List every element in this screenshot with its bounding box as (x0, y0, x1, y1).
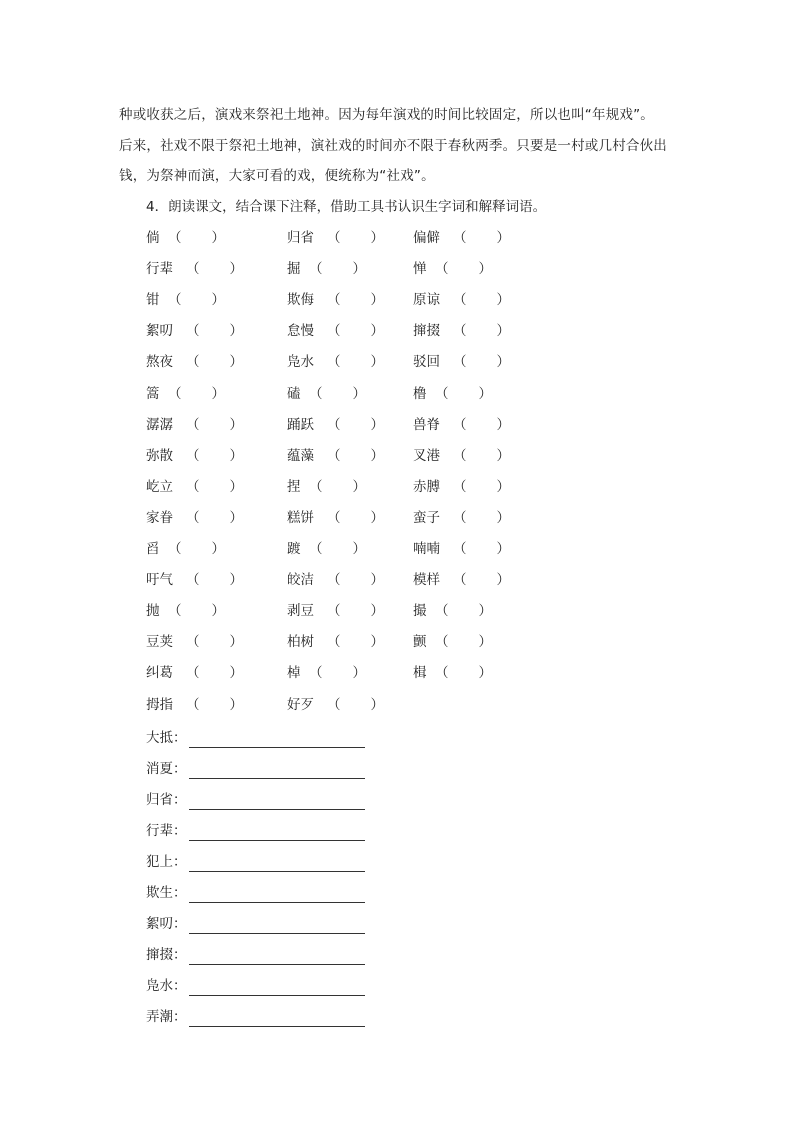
vocab-row (0, 321, 794, 341)
pinyin-blank-open: （ (453, 230, 467, 246)
pinyin-blank-close: ） (229, 572, 243, 589)
vocab-word: 撮 (413, 603, 427, 620)
vocab-word: 撺掇 (413, 323, 440, 340)
pinyin-blank-open: （ (453, 292, 467, 309)
pinyin-blank-open: （ (435, 634, 449, 651)
vocab-word: 糕饼 (287, 509, 314, 526)
vocab-row (0, 228, 794, 248)
vocab-item (413, 539, 510, 559)
pinyin-blank-open: （ (186, 261, 200, 278)
vocab-item (287, 601, 384, 621)
pinyin-blank-open: （ (435, 385, 449, 402)
vocab-item (146, 228, 225, 248)
vocab-word: 熬夜 (146, 354, 173, 371)
definition-row (146, 883, 386, 905)
pinyin-blank-close: ） (211, 230, 225, 246)
definition-answer-line[interactable] (189, 964, 365, 965)
vocab-word: 絮叨 (146, 323, 173, 340)
vocab-word: 蕴藻 (287, 447, 314, 464)
pinyin-blank-close: ） (229, 665, 243, 682)
pinyin-blank-close: ） (496, 478, 510, 495)
pinyin-blank-open: （ (327, 603, 341, 620)
pinyin-blank-close: ） (370, 354, 384, 371)
vocab-item (413, 259, 492, 279)
definition-answer-line[interactable] (189, 747, 365, 748)
pinyin-blank-open: （ (453, 572, 467, 589)
vocab-item (146, 539, 225, 559)
vocab-word: 偏僻 (413, 230, 440, 246)
pinyin-blank-open: （ (327, 230, 341, 246)
definition-answer-line[interactable] (189, 871, 365, 872)
definition-row (146, 945, 386, 967)
vocab-item (146, 632, 243, 652)
vocab-item (413, 290, 510, 310)
pinyin-blank-open: （ (327, 696, 341, 713)
vocab-word: 原谅 (413, 292, 440, 309)
definition-answer-line[interactable] (189, 840, 365, 841)
vocab-item (146, 446, 243, 466)
vocab-word: 叉港 (413, 447, 440, 464)
pinyin-blank-close: ） (496, 416, 510, 433)
definition-term: 撺掇： (146, 947, 187, 963)
vocab-item (287, 663, 366, 683)
pinyin-blank-close: ） (370, 696, 384, 713)
vocab-item (413, 446, 510, 466)
pinyin-blank-close: ） (496, 292, 510, 309)
vocab-item (287, 695, 384, 715)
pinyin-blank-close: ） (370, 292, 384, 309)
pinyin-blank-open: （ (168, 541, 182, 557)
vocab-item (287, 446, 384, 466)
pinyin-blank-open: （ (327, 447, 341, 464)
vocab-item (413, 321, 510, 341)
vocab-word: 模样 (413, 572, 440, 589)
passage-line: 种或收获之后，演戏来祭祀土地神。因为每年演戏的时间比较固定，所以也叫“年规戏”。 (119, 107, 654, 123)
definition-row (146, 728, 386, 750)
pinyin-blank-open: （ (435, 665, 449, 682)
vocab-row (0, 446, 794, 466)
pinyin-blank-close: ） (478, 634, 492, 651)
pinyin-blank-close: ） (370, 323, 384, 340)
definition-answer-line[interactable] (189, 1026, 365, 1027)
vocab-word: 欺侮 (287, 292, 314, 309)
vocab-item (287, 508, 384, 528)
vocab-row (0, 695, 794, 715)
definition-row (146, 790, 386, 812)
vocab-word: 归省 (287, 230, 314, 246)
pinyin-blank-close: ） (211, 292, 225, 309)
definition-answer-line[interactable] (189, 809, 365, 810)
pinyin-blank-open: （ (453, 509, 467, 526)
vocab-word: 吁气 (146, 572, 173, 589)
vocab-word: 喃喃 (413, 541, 440, 557)
pinyin-blank-open: （ (327, 416, 341, 433)
pinyin-blank-close: ） (229, 509, 243, 526)
vocab-word: 钳 (146, 292, 160, 309)
vocab-word: 纠葛 (146, 665, 173, 682)
pinyin-blank-open: （ (186, 354, 200, 371)
pinyin-blank-close: ） (229, 354, 243, 371)
pinyin-blank-open: （ (309, 478, 323, 495)
vocab-word: 剥豆 (287, 603, 314, 620)
pinyin-blank-close: ） (370, 634, 384, 651)
vocab-word: 篙 (146, 385, 160, 402)
vocab-item (413, 570, 510, 590)
pinyin-blank-open: （ (453, 447, 467, 464)
vocab-item (287, 477, 366, 497)
pinyin-blank-close: ） (352, 665, 366, 682)
pinyin-blank-open: （ (186, 665, 200, 682)
pinyin-blank-close: ） (229, 634, 243, 651)
pinyin-blank-close: ） (352, 385, 366, 402)
vocab-row (0, 259, 794, 279)
pinyin-blank-open: （ (309, 665, 323, 682)
definition-row (146, 759, 386, 781)
pinyin-blank-open: （ (453, 323, 467, 340)
definition-row (146, 914, 386, 936)
vocab-word: 潺潺 (146, 416, 173, 433)
pinyin-blank-close: ） (496, 541, 510, 557)
pinyin-blank-close: ） (229, 478, 243, 495)
pinyin-blank-open: （ (168, 603, 182, 620)
vocab-word: 皎洁 (287, 572, 314, 589)
vocab-item (413, 663, 492, 683)
vocab-word: 蛮子 (413, 509, 440, 526)
pinyin-blank-close: ） (496, 323, 510, 340)
pinyin-blank-open: （ (327, 509, 341, 526)
vocab-word: 棹 (287, 665, 301, 682)
pinyin-blank-close: ） (370, 603, 384, 620)
vocab-item (146, 601, 225, 621)
definition-row (146, 1007, 386, 1029)
vocab-word: 磕 (287, 385, 301, 402)
vocab-item (146, 352, 243, 372)
vocab-item (146, 259, 243, 279)
pinyin-blank-close: ） (229, 323, 243, 340)
pinyin-blank-open: （ (186, 478, 200, 495)
pinyin-blank-close: ） (370, 447, 384, 464)
vocab-item (287, 570, 384, 590)
vocab-row (0, 384, 794, 404)
passage-line: 后来，社戏不限于祭祀土地神，演社戏的时间亦不限于春秋两季。只要是一村或几村合伙出 (119, 138, 667, 154)
pinyin-blank-close: ） (229, 416, 243, 433)
vocab-word: 拇指 (146, 696, 173, 713)
vocab-item (287, 415, 384, 435)
vocab-row (0, 508, 794, 528)
vocab-word: 倘 (146, 230, 160, 246)
vocab-word: 舀 (146, 541, 160, 557)
pinyin-blank-close: ） (496, 230, 510, 246)
vocab-word: 踱 (287, 541, 301, 557)
vocab-item (287, 321, 384, 341)
pinyin-blank-close: ） (229, 261, 243, 278)
vocab-item (287, 539, 366, 559)
pinyin-blank-open: （ (186, 447, 200, 464)
pinyin-blank-open: （ (327, 572, 341, 589)
definition-term: 凫水： (146, 978, 187, 994)
vocab-word: 家眷 (146, 509, 173, 526)
definition-term: 归省： (146, 792, 187, 808)
definition-term: 行辈： (146, 823, 187, 839)
definition-row (146, 821, 386, 843)
vocab-word: 颤 (413, 634, 427, 651)
definition-term: 大抵： (146, 730, 187, 746)
vocab-item (413, 415, 510, 435)
vocab-word: 赤膊 (413, 478, 440, 495)
vocab-item (413, 632, 492, 652)
vocab-row (0, 539, 794, 559)
question-instruction: 4．朗读课文，结合课下注释，借助工具书认识生字词和解释词语。 (146, 199, 547, 215)
pinyin-blank-open: （ (435, 261, 449, 278)
vocab-row (0, 477, 794, 497)
vocab-item (413, 601, 492, 621)
vocab-item (413, 352, 510, 372)
vocab-word: 弥散 (146, 447, 173, 464)
vocab-item (413, 508, 510, 528)
pinyin-blank-close: ） (370, 572, 384, 589)
vocab-item (146, 290, 225, 310)
pinyin-blank-open: （ (327, 354, 341, 371)
vocab-row (0, 663, 794, 683)
pinyin-blank-open: （ (453, 416, 467, 433)
pinyin-blank-close: ） (211, 385, 225, 402)
pinyin-blank-close: ） (352, 261, 366, 278)
definition-term: 犯上： (146, 854, 187, 870)
vocab-row (0, 570, 794, 590)
pinyin-blank-open: （ (168, 230, 182, 246)
passage-line: 钱，为祭神而演，大家可看的戏，便统称为“社戏”。 (119, 168, 435, 184)
vocab-item (287, 228, 384, 248)
definition-answer-line[interactable] (189, 902, 365, 903)
vocab-item (287, 259, 366, 279)
vocab-word: 行辈 (146, 261, 173, 278)
vocab-item (287, 384, 366, 404)
pinyin-blank-open: （ (186, 634, 200, 651)
vocab-item (146, 570, 243, 590)
vocab-item (146, 508, 243, 528)
vocab-word: 惮 (413, 261, 427, 278)
pinyin-blank-close: ） (211, 603, 225, 620)
vocab-word: 抛 (146, 603, 160, 620)
vocab-row (0, 632, 794, 652)
pinyin-blank-open: （ (453, 354, 467, 371)
vocab-item (287, 632, 384, 652)
vocab-item (146, 415, 243, 435)
vocab-item (413, 477, 510, 497)
pinyin-blank-open: （ (168, 385, 182, 402)
vocab-word: 柏树 (287, 634, 314, 651)
vocab-item (413, 384, 492, 404)
vocab-word: 橹 (413, 385, 427, 402)
vocab-word: 屹立 (146, 478, 173, 495)
vocab-item (146, 477, 243, 497)
pinyin-blank-open: （ (186, 696, 200, 713)
pinyin-blank-close: ） (352, 541, 366, 557)
vocab-word: 驳回 (413, 354, 440, 371)
vocab-item (146, 663, 243, 683)
vocab-word: 兽脊 (413, 416, 440, 433)
vocab-row (0, 290, 794, 310)
definition-answer-line[interactable] (189, 778, 365, 779)
pinyin-blank-open: （ (186, 416, 200, 433)
pinyin-blank-open: （ (453, 478, 467, 495)
vocab-word: 楫 (413, 665, 427, 682)
pinyin-blank-open: （ (309, 385, 323, 402)
vocab-word: 凫水 (287, 354, 314, 371)
vocab-word: 踊跃 (287, 416, 314, 433)
pinyin-blank-close: ） (478, 665, 492, 682)
pinyin-blank-close: ） (211, 541, 225, 557)
vocab-row (0, 601, 794, 621)
vocab-item (287, 352, 384, 372)
vocab-word: 掘 (287, 261, 301, 278)
pinyin-blank-open: （ (186, 509, 200, 526)
vocab-item (413, 228, 510, 248)
pinyin-blank-close: ） (496, 509, 510, 526)
pinyin-blank-close: ） (496, 572, 510, 589)
vocab-item (287, 290, 384, 310)
pinyin-blank-close: ） (478, 261, 492, 278)
pinyin-blank-close: ） (496, 354, 510, 371)
pinyin-blank-close: ） (370, 509, 384, 526)
vocab-word: 捏 (287, 478, 301, 495)
definition-term: 欺生： (146, 885, 187, 901)
pinyin-blank-close: ） (352, 478, 366, 495)
pinyin-blank-close: ） (370, 416, 384, 433)
pinyin-blank-close: ） (229, 447, 243, 464)
pinyin-blank-open: （ (327, 292, 341, 309)
pinyin-blank-open: （ (309, 261, 323, 278)
pinyin-blank-open: （ (327, 323, 341, 340)
pinyin-blank-close: ） (478, 385, 492, 402)
pinyin-blank-open: （ (453, 541, 467, 557)
pinyin-blank-open: （ (309, 541, 323, 557)
vocab-row (0, 415, 794, 435)
vocab-word: 怠慢 (287, 323, 314, 340)
pinyin-blank-open: （ (186, 323, 200, 340)
pinyin-blank-close: ） (370, 230, 384, 246)
definition-term: 消夏： (146, 761, 187, 777)
vocab-row (0, 352, 794, 372)
definition-answer-line[interactable] (189, 933, 365, 934)
pinyin-blank-open: （ (435, 603, 449, 620)
pinyin-blank-open: （ (327, 634, 341, 651)
pinyin-blank-open: （ (168, 292, 182, 309)
definition-row (146, 852, 386, 874)
vocab-item (146, 695, 243, 715)
vocab-word: 好歹 (287, 696, 314, 713)
pinyin-blank-open: （ (186, 572, 200, 589)
pinyin-blank-close: ） (229, 696, 243, 713)
vocab-word: 豆荚 (146, 634, 173, 651)
pinyin-blank-close: ） (478, 603, 492, 620)
definition-term: 絮叨： (146, 916, 187, 932)
definition-term: 弄潮： (146, 1009, 187, 1025)
definition-row (146, 976, 386, 998)
pinyin-blank-close: ） (496, 447, 510, 464)
definition-answer-line[interactable] (189, 995, 365, 996)
vocab-item (146, 321, 243, 341)
vocab-item (146, 384, 225, 404)
